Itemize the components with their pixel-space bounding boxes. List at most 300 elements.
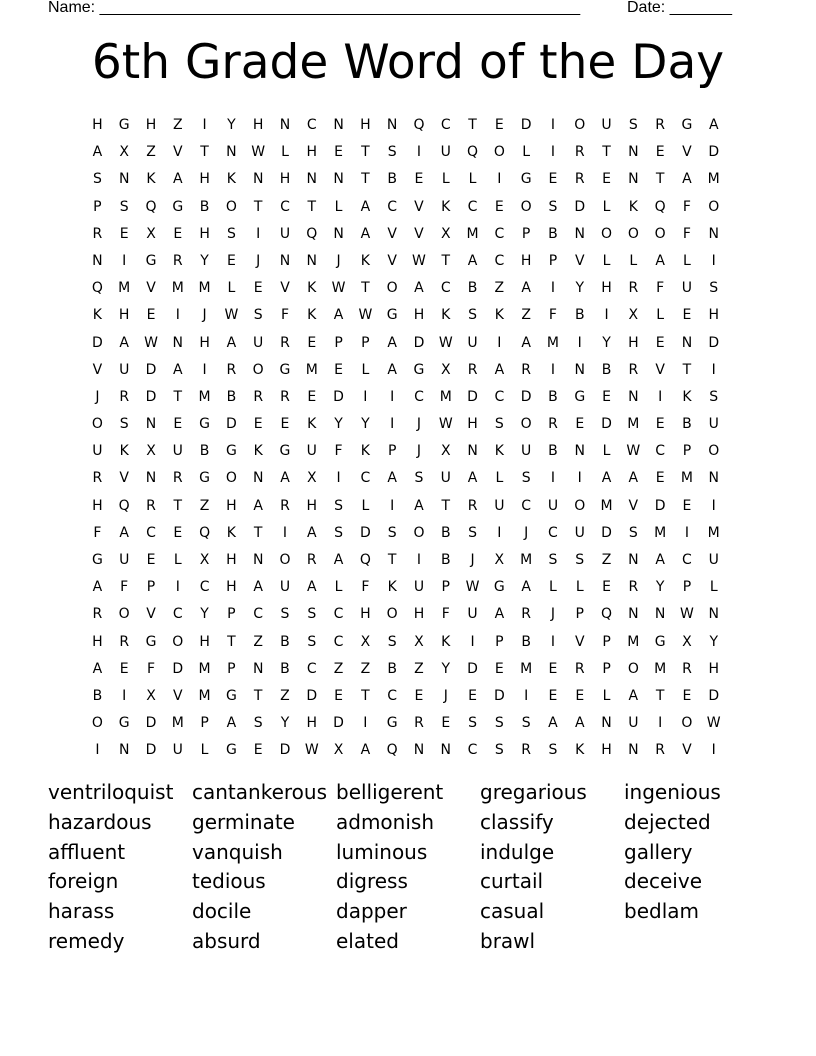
grid-letter: R <box>280 334 290 351</box>
grid-letter: W <box>438 334 453 351</box>
grid-letter: N <box>145 416 157 433</box>
grid-letter: L <box>683 252 691 269</box>
grid-letter: R <box>628 579 639 596</box>
grid-letter: C <box>655 443 666 460</box>
grid-letter: K <box>92 307 102 324</box>
grid-letter: I <box>577 334 582 351</box>
grid-letter: K <box>119 443 129 460</box>
grid-letter: A <box>173 171 183 188</box>
grid-letter: M <box>520 552 533 568</box>
grid-letter: E <box>414 687 424 704</box>
grid-letter: S <box>709 388 719 405</box>
grid-letter: A <box>521 579 531 596</box>
grid-letter: V <box>119 470 129 487</box>
grid-letter: B <box>199 198 210 215</box>
word-list-item: classify <box>480 809 554 834</box>
grid-letter: L <box>334 579 343 596</box>
grid-letter: L <box>575 579 584 596</box>
grid-letter: R <box>548 416 558 433</box>
grid-letter: A <box>467 252 478 269</box>
grid-letter: S <box>387 633 397 650</box>
grid-letter: I <box>390 388 395 405</box>
grid-letter: B <box>467 280 478 297</box>
grid-letter: E <box>602 171 611 188</box>
word-list-item: gregarious <box>480 780 587 804</box>
grid-letter: O <box>654 225 666 242</box>
grid-letter: Z <box>333 660 344 677</box>
grid-letter: N <box>279 252 291 269</box>
grid-letter: U <box>119 552 130 568</box>
grid-letter: H <box>199 633 210 650</box>
grid-letter: A <box>92 579 103 596</box>
grid-letter: I <box>684 524 689 541</box>
grid-letter: M <box>520 660 533 677</box>
grid-letter: B <box>682 416 692 433</box>
grid-letter: N <box>467 443 478 460</box>
grid-letter: H <box>306 497 318 514</box>
grid-letter: M <box>680 470 693 487</box>
grid-letter: F <box>93 524 102 541</box>
grid-letter: O <box>91 715 103 732</box>
grid-letter: I <box>550 470 556 487</box>
grid-letter: D <box>145 715 157 732</box>
grid-letter: Z <box>521 307 531 324</box>
grid-letter: K <box>360 443 370 460</box>
page-title: 6th Grade Word of the Day <box>91 35 725 90</box>
grid-letter: O <box>708 443 720 460</box>
grid-letter: M <box>198 280 211 297</box>
grid-letter: W <box>331 280 346 297</box>
grid-letter: W <box>465 579 480 596</box>
grid-letter: M <box>466 225 479 242</box>
grid-letter: P <box>441 579 450 596</box>
grid-letter: Z <box>199 497 210 514</box>
grid-letter: N <box>172 334 184 351</box>
grid-letter: T <box>682 361 692 378</box>
grid-letter: N <box>628 742 639 759</box>
grid-letter: H <box>467 416 478 433</box>
grid-letter: L <box>468 171 477 188</box>
grid-letter: J <box>416 443 422 460</box>
grid-letter: X <box>628 307 639 324</box>
grid-letter: Q <box>467 144 479 161</box>
grid-letter: G <box>172 198 184 215</box>
grid-letter: R <box>628 361 639 378</box>
word-list-item: gallery <box>624 839 693 864</box>
grid-letter: D <box>145 388 157 405</box>
grid-letter: N <box>333 171 344 188</box>
grid-letter: E <box>468 687 477 704</box>
grid-letter: N <box>708 606 719 623</box>
grid-letter: A <box>521 334 531 351</box>
grid-letter: S <box>494 715 504 732</box>
grid-letter: E <box>494 660 504 677</box>
grid-letter: G <box>386 715 398 732</box>
grid-letter: A <box>574 715 585 732</box>
word-list-item: bedlam <box>624 899 699 924</box>
grid-letter: Y <box>280 715 290 732</box>
grid-letter: H <box>413 606 425 623</box>
grid-letter: G <box>91 552 103 568</box>
grid-letter: H <box>708 307 719 324</box>
grid-letter: B <box>574 307 585 324</box>
grid-letter: Q <box>306 225 318 242</box>
grid-letter: I <box>470 633 475 650</box>
grid-letter: Y <box>361 416 370 433</box>
grid-letter: O <box>279 552 291 568</box>
grid-letter: W <box>358 307 373 324</box>
grid-letter: R <box>574 144 585 161</box>
grid-letter: K <box>441 198 451 215</box>
grid-letter: N <box>601 715 612 732</box>
grid-letter: C <box>199 579 210 596</box>
grid-letter: O <box>386 280 398 297</box>
grid-letter: I <box>658 715 663 732</box>
grid-letter: A <box>387 334 397 351</box>
grid-letter: G <box>386 307 398 324</box>
grid-letter: L <box>602 252 611 269</box>
grid-letter: N <box>708 225 719 242</box>
grid-letter: S <box>468 307 477 324</box>
grid-letter: C <box>682 552 692 568</box>
grid-letter: A <box>628 470 639 487</box>
grid-letter: L <box>522 144 531 161</box>
word-list-item: tedious <box>192 869 266 894</box>
grid-letter: R <box>521 361 532 378</box>
grid-letter: U <box>279 225 291 242</box>
grid-letter: N <box>628 388 639 405</box>
grid-letter: A <box>333 307 344 324</box>
grid-letter: H <box>199 334 210 351</box>
grid-letter: I <box>390 497 395 514</box>
grid-letter: M <box>198 660 211 677</box>
grid-letter: C <box>467 198 478 215</box>
grid-letter: Q <box>359 552 371 568</box>
grid-letter: K <box>441 307 451 324</box>
grid-letter: A <box>280 470 290 487</box>
grid-letter: P <box>602 660 611 677</box>
grid-letter: O <box>386 606 398 623</box>
grid-letter: G <box>199 416 211 433</box>
grid-letter: Z <box>146 144 156 161</box>
grid-letter: Y <box>200 606 209 623</box>
grid-letter: O <box>520 416 532 433</box>
grid-letter: I <box>175 307 180 324</box>
grid-letter: U <box>681 280 693 297</box>
grid-letter: N <box>306 252 318 269</box>
grid-letter: J <box>443 687 448 704</box>
grid-letter: A <box>306 579 317 596</box>
word-list-item: belligerent <box>336 780 444 804</box>
grid-letter: R <box>467 497 478 514</box>
grid-letter: D <box>145 742 157 759</box>
grid-letter: T <box>602 144 611 161</box>
grid-letter: V <box>574 252 585 269</box>
grid-letter: I <box>95 742 100 759</box>
grid-letter: N <box>413 742 425 759</box>
grid-letter: Z <box>414 660 424 677</box>
grid-letter: U <box>172 443 183 460</box>
grid-letter: T <box>387 552 397 568</box>
grid-letter: Z <box>494 280 505 297</box>
grid-letter: X <box>119 144 129 161</box>
grid-letter: R <box>226 361 237 378</box>
grid-letter: W <box>144 334 158 351</box>
grid-letter: S <box>253 715 263 732</box>
grid-letter: P <box>200 715 209 732</box>
grid-letter: R <box>280 497 290 514</box>
grid-letter: N <box>628 552 639 568</box>
grid-letter: L <box>549 579 557 596</box>
grid-letter: E <box>494 117 504 133</box>
grid-letter: U <box>494 497 505 514</box>
word-list-item: vanquish <box>192 839 283 864</box>
grid-letter: I <box>416 552 422 568</box>
grid-letter: E <box>119 225 129 242</box>
word-list-item: brawl <box>480 928 536 953</box>
grid-letter: U <box>628 715 639 732</box>
grid-letter: M <box>118 280 131 297</box>
grid-letter: N <box>708 470 719 487</box>
word-list-item: dapper <box>336 899 407 924</box>
grid-letter: T <box>361 171 370 188</box>
grid-letter: L <box>656 307 665 324</box>
grid-letter: L <box>629 252 638 269</box>
grid-letter: K <box>575 742 585 759</box>
grid-letter: L <box>200 742 209 759</box>
grid-letter: S <box>709 280 719 297</box>
grid-letter: N <box>628 144 639 161</box>
grid-letter: A <box>119 334 129 351</box>
grid-letter: E <box>173 524 183 541</box>
grid-letter: Z <box>601 552 612 568</box>
grid-letter: F <box>682 225 691 242</box>
grid-letter: S <box>307 633 317 650</box>
grid-letter: B <box>387 171 397 188</box>
grid-letter: E <box>655 144 665 161</box>
grid-letter: B <box>548 225 558 242</box>
grid-letter: M <box>439 388 452 405</box>
grid-letter: D <box>708 144 720 161</box>
grid-letter: P <box>361 334 370 351</box>
word-list-item: curtail <box>480 869 544 894</box>
grid-letter: E <box>334 361 343 378</box>
grid-letter: V <box>173 687 183 704</box>
grid-letter: P <box>575 606 584 623</box>
grid-letter: X <box>414 633 424 650</box>
grid-letter: E <box>119 660 129 677</box>
grid-letter: V <box>682 742 692 759</box>
grid-letter: A <box>360 742 371 759</box>
grid-letter: W <box>438 416 453 433</box>
grid-letter: T <box>173 388 183 405</box>
grid-letter: B <box>440 552 451 568</box>
grid-letter: B <box>548 388 558 405</box>
grid-letter: V <box>92 361 103 378</box>
grid-letter: U <box>306 443 317 460</box>
grid-letter: I <box>550 117 556 133</box>
grid-letter: K <box>360 252 370 269</box>
grid-letter: O <box>601 225 613 242</box>
grid-letter: N <box>145 470 157 487</box>
grid-letter: E <box>173 225 183 242</box>
grid-letter: Y <box>709 633 718 650</box>
grid-letter: E <box>494 198 504 215</box>
grid-letter: Q <box>413 117 425 133</box>
grid-letter: N <box>252 660 264 677</box>
grid-letter: L <box>709 579 718 596</box>
grid-letter: R <box>655 742 665 759</box>
grid-letter: E <box>280 416 290 433</box>
grid-letter: H <box>92 497 103 514</box>
grid-letter: T <box>441 497 451 514</box>
grid-letter: E <box>173 416 183 433</box>
grid-letter: B <box>548 443 558 460</box>
grid-letter: G <box>520 171 532 188</box>
grid-letter: U <box>574 524 585 541</box>
grid-letter: I <box>256 225 261 242</box>
grid-letter: U <box>253 334 264 351</box>
grid-letter: Q <box>91 280 103 297</box>
grid-letter: V <box>682 144 692 161</box>
grid-letter: E <box>146 307 156 324</box>
grid-letter: F <box>361 579 370 596</box>
grid-letter: J <box>256 252 261 269</box>
grid-letter: A <box>414 280 424 297</box>
grid-letter: I <box>497 171 502 188</box>
grid-letter: Y <box>227 117 236 133</box>
grid-letter: R <box>253 388 264 405</box>
grid-letter: N <box>252 171 264 188</box>
grid-letter: T <box>655 687 665 704</box>
grid-letter: E <box>655 334 665 351</box>
grid-letter: V <box>146 606 156 623</box>
grid-letter: L <box>441 171 450 188</box>
grid-letter: F <box>441 606 450 623</box>
grid-letter: C <box>387 198 398 215</box>
word-list-item: elated <box>336 928 399 953</box>
grid-letter: A <box>387 470 397 487</box>
grid-letter: F <box>682 198 691 215</box>
grid-letter: Q <box>199 524 211 541</box>
grid-letter: H <box>601 280 612 297</box>
grid-letter: M <box>546 334 559 351</box>
grid-letter: H <box>306 715 318 732</box>
grid-letter: C <box>414 388 424 405</box>
grid-letter: O <box>627 225 639 242</box>
grid-letter: I <box>390 416 395 433</box>
grid-letter: E <box>414 171 424 188</box>
grid-letter: N <box>440 742 451 759</box>
grid-letter: V <box>280 280 290 297</box>
grid-letter: E <box>655 470 665 487</box>
grid-letter: R <box>682 660 692 677</box>
grid-letter: Y <box>334 416 343 433</box>
grid-letter: U <box>92 443 103 460</box>
grid-letter: R <box>172 252 183 269</box>
grid-letter: A <box>467 470 478 487</box>
grid-letter: A <box>360 225 371 242</box>
grid-letter: T <box>441 252 451 269</box>
grid-letter: D <box>145 361 157 378</box>
grid-letter: I <box>363 388 368 405</box>
grid-letter: B <box>199 443 210 460</box>
grid-letter: G <box>199 470 211 487</box>
grid-letter: S <box>521 715 531 732</box>
grid-letter: Z <box>280 687 290 704</box>
grid-letter: O <box>225 470 237 487</box>
grid-letter: E <box>253 416 263 433</box>
grid-letter: G <box>118 715 130 732</box>
grid-letter: I <box>577 470 582 487</box>
grid-letter: D <box>467 660 478 677</box>
grid-letter: S <box>119 416 129 433</box>
grid-letter: G <box>225 742 237 759</box>
grid-letter: H <box>226 579 237 596</box>
grid-letter: U <box>708 416 719 433</box>
grid-letter: D <box>493 687 505 704</box>
grid-letter: B <box>387 660 397 677</box>
grid-letter: C <box>280 198 290 215</box>
grid-letter: X <box>146 443 156 460</box>
grid-letter: N <box>252 552 264 568</box>
grid-letter: E <box>226 252 236 269</box>
grid-letter: N <box>574 443 585 460</box>
grid-letter: Z <box>253 633 263 650</box>
grid-letter: X <box>440 361 451 378</box>
grid-letter: I <box>658 388 663 405</box>
grid-letter: O <box>91 416 103 433</box>
word-list-item: affluent <box>48 839 126 864</box>
grid-letter: I <box>282 524 288 541</box>
grid-letter: C <box>494 252 505 269</box>
grid-letter: S <box>548 198 558 215</box>
grid-letter: H <box>252 117 264 133</box>
grid-letter: A <box>521 280 531 297</box>
grid-letter: S <box>226 225 236 242</box>
grid-letter: P <box>548 252 558 269</box>
grid-letter: U <box>521 443 532 460</box>
grid-letter: A <box>226 334 237 351</box>
grid-letter: D <box>359 524 371 541</box>
grid-letter: S <box>414 470 424 487</box>
grid-letter: N <box>628 606 639 623</box>
grid-letter: X <box>440 225 451 242</box>
grid-letter: I <box>202 361 207 378</box>
grid-letter: A <box>306 524 317 541</box>
grid-letter: W <box>706 715 721 732</box>
grid-letter: E <box>441 715 451 732</box>
grid-letter: U <box>440 470 451 487</box>
grid-letter: D <box>574 198 586 215</box>
grid-letter: U <box>440 144 451 161</box>
grid-letter: F <box>120 579 129 596</box>
grid-letter: F <box>334 443 343 460</box>
grid-letter: V <box>173 144 183 161</box>
grid-letter: A <box>655 252 665 269</box>
grid-letter: D <box>601 524 612 541</box>
grid-letter: S <box>494 742 504 759</box>
grid-letter: S <box>307 606 317 623</box>
grid-letter: U <box>279 579 291 596</box>
grid-letter: V <box>414 198 424 215</box>
grid-letter: A <box>92 660 103 677</box>
grid-letter: K <box>226 524 236 541</box>
grid-letter: H <box>226 552 237 568</box>
grid-letter: H <box>628 334 639 351</box>
grid-letter: D <box>708 334 720 351</box>
grid-letter: G <box>654 633 666 650</box>
